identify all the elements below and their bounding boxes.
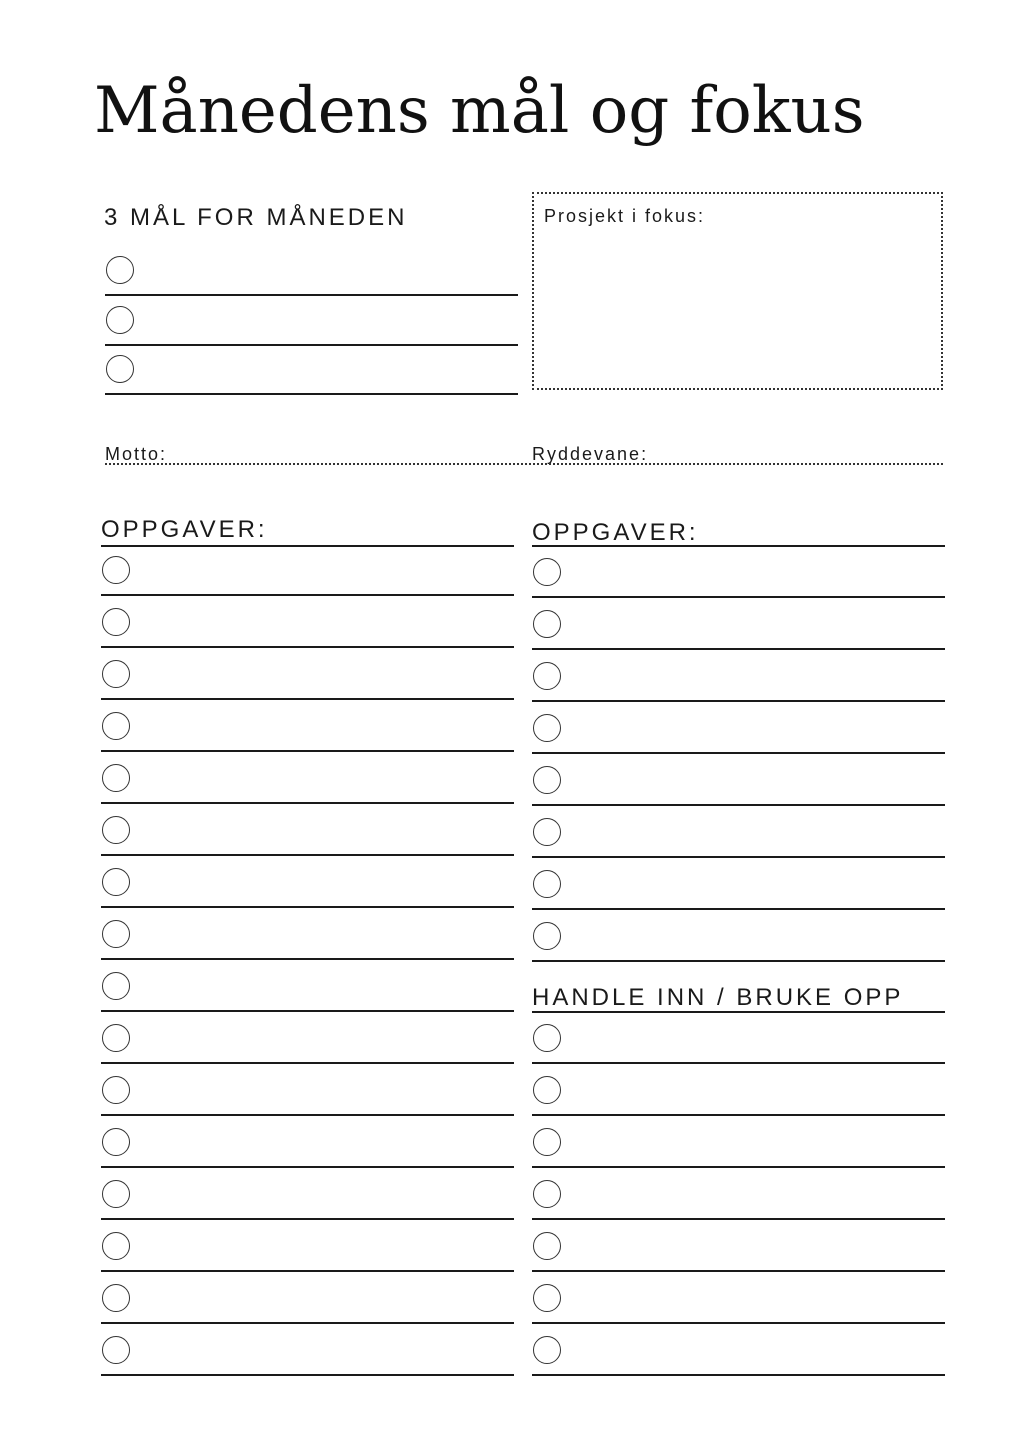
- checkbox-circle[interactable]: [102, 608, 130, 636]
- writing-line[interactable]: [101, 646, 514, 648]
- writing-line[interactable]: [532, 1166, 945, 1168]
- checkbox-circle[interactable]: [102, 868, 130, 896]
- checkbox-circle[interactable]: [106, 306, 134, 334]
- writing-line[interactable]: [532, 804, 945, 806]
- checkbox-circle[interactable]: [102, 660, 130, 688]
- writing-line[interactable]: [101, 1062, 514, 1064]
- cleaning-habit-label: Ryddevane:: [532, 444, 649, 464]
- tasks-left-heading: OPPGAVER:: [101, 516, 268, 543]
- writing-line[interactable]: [101, 1166, 514, 1168]
- checkbox-circle[interactable]: [102, 920, 130, 948]
- writing-line[interactable]: [105, 344, 518, 346]
- page-title: Månedens mål og fokus: [94, 74, 865, 148]
- motto-label: Motto:: [105, 444, 168, 464]
- checkbox-circle[interactable]: [533, 1336, 561, 1364]
- checkbox-circle[interactable]: [106, 256, 134, 284]
- writing-line[interactable]: [101, 1010, 514, 1012]
- checkbox-circle[interactable]: [533, 1232, 561, 1260]
- checkbox-circle[interactable]: [533, 1076, 561, 1104]
- writing-line[interactable]: [532, 1114, 945, 1116]
- writing-line[interactable]: [101, 1322, 514, 1324]
- writing-line[interactable]: [105, 393, 518, 395]
- writing-line[interactable]: [101, 802, 514, 804]
- checkbox-circle[interactable]: [533, 1128, 561, 1156]
- checkbox-circle[interactable]: [102, 1180, 130, 1208]
- checkbox-circle[interactable]: [102, 712, 130, 740]
- checkbox-circle[interactable]: [102, 1284, 130, 1312]
- checkbox-circle[interactable]: [102, 1336, 130, 1364]
- writing-line[interactable]: [101, 854, 514, 856]
- writing-line[interactable]: [101, 1114, 514, 1116]
- writing-line[interactable]: [532, 1270, 945, 1272]
- writing-line[interactable]: [532, 1374, 945, 1376]
- writing-line[interactable]: [532, 856, 945, 858]
- checkbox-circle[interactable]: [533, 1180, 561, 1208]
- checkbox-circle[interactable]: [533, 818, 561, 846]
- checkbox-circle[interactable]: [102, 764, 130, 792]
- writing-line[interactable]: [532, 596, 945, 598]
- writing-line[interactable]: [101, 1270, 514, 1272]
- checkbox-circle[interactable]: [533, 766, 561, 794]
- checkbox-circle[interactable]: [533, 1284, 561, 1312]
- checkbox-circle[interactable]: [106, 355, 134, 383]
- writing-line[interactable]: [101, 906, 514, 908]
- checkbox-circle[interactable]: [102, 556, 130, 584]
- writing-line[interactable]: [101, 1374, 514, 1376]
- checkbox-circle[interactable]: [102, 1128, 130, 1156]
- tasks-right-heading-rule: [532, 545, 945, 547]
- shopping-heading: HANDLE INN / BRUKE OPP: [532, 984, 904, 1011]
- tasks-right-heading: OPPGAVER:: [532, 519, 699, 546]
- writing-line[interactable]: [101, 1218, 514, 1220]
- checkbox-circle[interactable]: [533, 610, 561, 638]
- shopping-heading-rule: [532, 1011, 945, 1013]
- writing-line[interactable]: [101, 958, 514, 960]
- checkbox-circle[interactable]: [102, 1232, 130, 1260]
- checkbox-circle[interactable]: [533, 662, 561, 690]
- writing-line[interactable]: [532, 1322, 945, 1324]
- checkbox-circle[interactable]: [102, 1076, 130, 1104]
- writing-line[interactable]: [532, 648, 945, 650]
- writing-line[interactable]: [532, 908, 945, 910]
- writing-line[interactable]: [532, 1062, 945, 1064]
- writing-line[interactable]: [101, 750, 514, 752]
- checkbox-circle[interactable]: [533, 1024, 561, 1052]
- checkbox-circle[interactable]: [533, 558, 561, 586]
- writing-line[interactable]: [101, 698, 514, 700]
- checkbox-circle[interactable]: [102, 972, 130, 1000]
- checkbox-circle[interactable]: [102, 816, 130, 844]
- writing-line[interactable]: [532, 960, 945, 962]
- checkbox-circle[interactable]: [533, 870, 561, 898]
- writing-line[interactable]: [532, 1218, 945, 1220]
- writing-line[interactable]: [105, 294, 518, 296]
- writing-line[interactable]: [532, 752, 945, 754]
- checkbox-circle[interactable]: [533, 714, 561, 742]
- goals-heading: 3 MÅL FOR MÅNEDEN: [104, 204, 408, 231]
- tasks-left-heading-rule: [101, 545, 514, 547]
- project-focus-label: Prosjekt i fokus:: [544, 206, 706, 226]
- writing-line[interactable]: [101, 594, 514, 596]
- motto-habit-line[interactable]: [105, 463, 943, 465]
- checkbox-circle[interactable]: [102, 1024, 130, 1052]
- writing-line[interactable]: [532, 700, 945, 702]
- project-focus-box[interactable]: [532, 192, 943, 390]
- checkbox-circle[interactable]: [533, 922, 561, 950]
